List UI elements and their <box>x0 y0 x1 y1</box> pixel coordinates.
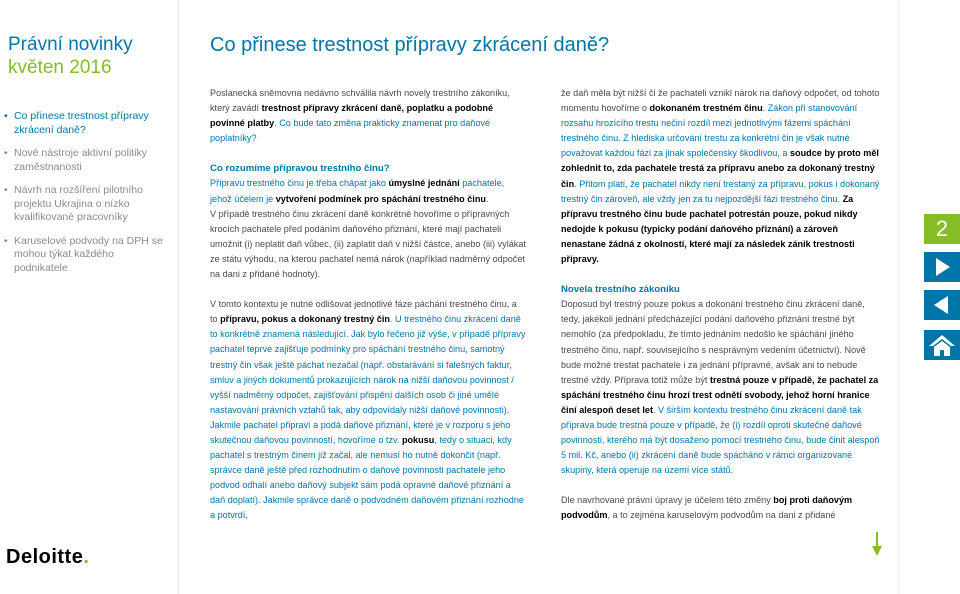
page-title: Co přinese trestnost přípravy zkrácení daně? <box>210 34 610 56</box>
emphasis-text: trestnost přípravy zkrácení daně, poplatku a podobné povinné platby <box>210 103 493 129</box>
sidebar-article-list <box>8 110 166 285</box>
text-span: Dle navrhované právní úpravy je účelem této změny <box>561 495 774 506</box>
logo-text: Deloitte <box>6 546 84 568</box>
section-heading-novela: Novela trestního zákoníku <box>561 284 680 296</box>
definition-paragraph <box>210 176 526 206</box>
text-span: . Přitom platí, že pachatel nikdy není trestaný za přípravu, pokus i dokonaný trestný čin zároveň, ale vždy jen za tu nejpozdější fázi trestného činu. <box>561 178 880 204</box>
logo-dot: . <box>83 546 90 568</box>
play-left-icon <box>924 290 960 320</box>
article-column-left <box>210 86 526 524</box>
text-span: Doposud byl trestný pouze pokus a dokonání trestného činu zkrácení daně, tedy, jakékoli jednání předcházející podání daňového přiznání trestné být nemohlo (za předpokladu, že tímto jednáním nedošlo ke spáchání jiného trestného činu, např. souvisejícího s nesprávným vedením účetnictví). Nově bude možné trestat pachatele i za jednání přípravné, avšak ani to nebude trestné vždy. Příprava totiž může být <box>561 299 866 385</box>
deloitte-logo <box>6 546 89 569</box>
sidebar-item-trestnost-pripravy[interactable]: • Co přinese trestnost přípravy zkrácení daně? <box>8 110 166 137</box>
text-span: . V širším kontextu trestného činu zkrácení daně tak příprava bude trestná pouze v případě, že (i) rozdíl oproti skutečné daňové povinnosti, kterého má být dosaženo pomocí trestného činu, bude činit alespoň 5 mil. Kč, anebo (ii) zkrácení daně bude spácháno v rámci organizované skupiny, která operuje na území více států. <box>561 404 880 476</box>
emphasis-text: Za přípravu trestného činu bude pachatel potrestán pouze, pokud nikdy nedojde k pokusu (typicky podání daňového přiznání) a zároveň nenastane žádná z okolností, které mají za následek zánik trestnosti přípravy. <box>561 193 858 265</box>
purpose-paragraph <box>561 493 885 523</box>
text-span: V tomto kontextu je nutné odlišovat jednotlivé fáze páchání trestného činu, a to <box>210 299 517 325</box>
emphasis-text: vytvoření podmínek pro spáchání trestného činu <box>275 193 486 204</box>
text-span: Poslanecká sněmovna nedávno schválila návrh novely trestního zákoníku, který zavádí <box>210 88 510 114</box>
sidebar <box>0 0 179 594</box>
text-span: pachatele, jehož účelem je <box>210 178 505 204</box>
emphasis-text: trestná pouze v případě, že pachatel za spáchání trestného činu hrozí trest odnětí svobody, jehož horní hranice činí alespoň deset let <box>561 374 879 415</box>
arrow-down-icon[interactable] <box>872 532 882 556</box>
intro-paragraph <box>210 86 526 146</box>
text-span: . <box>485 193 489 204</box>
text-span: že daň měla být nižší či že pachateli vznikl nárok na daňový odpočet, od tohoto momentu hovoříme o <box>561 88 880 114</box>
text-span: . Zákon při stanovování rozsahu hrozícího trestu nečiní rozdíl mezi jednotlivými fázemi spáchání trestného činu. Z hlediska určování trestu za konkrétní čin je však nutné považovat každou fázi za jinak společensky škodlivou, a <box>561 103 858 159</box>
phases-paragraph <box>210 297 526 523</box>
article-column-right <box>561 86 885 524</box>
text-span: Přípravu trestného činu je třeba chápat jako <box>210 178 389 189</box>
emphasis-text: pokusu <box>401 434 435 445</box>
sidebar-title: Právní novinky <box>8 34 133 55</box>
home-icon <box>924 330 960 360</box>
home-button[interactable] <box>924 330 960 360</box>
question-text: . Co bude tato změna prakticky znamenat pro daňové poplatníky? <box>210 118 491 144</box>
text-span: , a to zejména karuselovým podvodům na dani z přidané <box>607 510 836 521</box>
next-page-button[interactable] <box>924 252 960 282</box>
novela-paragraph <box>561 297 885 478</box>
emphasis-text: boj proti daňovým podvodům <box>561 495 853 521</box>
sidebar-item-projekt-ukrajina[interactable]: • Návrh na rozšíření pilotního projektu Ukrajina o nízko kvalifikované pracovníky <box>8 184 166 225</box>
play-right-icon <box>924 252 960 282</box>
section-heading-priprava: Co rozumíme přípravou trestního činu? <box>210 163 390 175</box>
previous-page-button[interactable] <box>924 290 960 320</box>
text-span: , tedy o situaci, kdy pachatel s trestným činem již začal, ale nemusí ho nutně dokončit (např. správce daně ještě před rozhodnutím o daňové povinnosti pachatele jeho podvod odhalí anebo daňový subjekt sám podá opravné daňové přiznání a daň doplatí). Jakmile správce daně o podvodném daňovém přiznání rozhodne a potvrdí, <box>210 434 524 521</box>
emphasis-text: přípravu, pokus a dokonaný trestný čin <box>220 314 390 325</box>
sidebar-subtitle: květen 2016 <box>8 57 112 78</box>
sidebar-item-karuselove-podvody[interactable]: • Karuselové podvody na DPH se mohou týkat každého podnikatele <box>8 235 166 276</box>
emphasis-text: dokonaném trestném činu <box>649 103 763 114</box>
sidebar-item-politika-zamestnanosti[interactable]: • Nové nástroje aktivní politiky zaměstnanosti <box>8 147 166 174</box>
phases-continued-paragraph <box>561 86 885 267</box>
emphasis-text: soudce by proto měl zohlednit to, zda pachatele trestá za přípravu anebo za dokonaný trestný čin <box>561 148 879 189</box>
emphasis-text: úmyslné jednání <box>388 178 460 189</box>
steps-paragraph: V případě trestného činu zkrácení daně konkrétně hovoříme o přípravných krocích pachatele před podáním daňového přiznání, které mají pachateli umožnit (i) neplatit daň vůbec, (ii) zaplatit daň v nižší částce, anebo (iii) vylákat ze státu výhodu, na kterou pachatel nemá nárok (například nadměrný odpočet na dani z přidané hodnoty). <box>210 208 526 280</box>
text-span: . U trestného činu zkrácení daně to konkrétně znamená následující. Jak bylo řečeno již výše, v případě přípravy pachatel teprve zajišťuje podmínky pro spáchání trestného činu, samotný trestný čin však ještě páchat nezačal (např. obstarávání si falešných faktur, smluv a jiných dokumentů prokazujících nárok na nižší daňovou povinnost / vyšší nadměrný odpočet, zajišťování přispění dalších osob či jiné umělé nastavování právních vztahů tak, aby odpovídaly nižší daňové povinnosti). Jakmile pachatel připraví a podá daňové přiznání, které je v rozporu s jeho skutečnou daňovou povinností, hovoříme o tzv. <box>210 314 526 445</box>
page-number: 2 <box>924 214 960 244</box>
